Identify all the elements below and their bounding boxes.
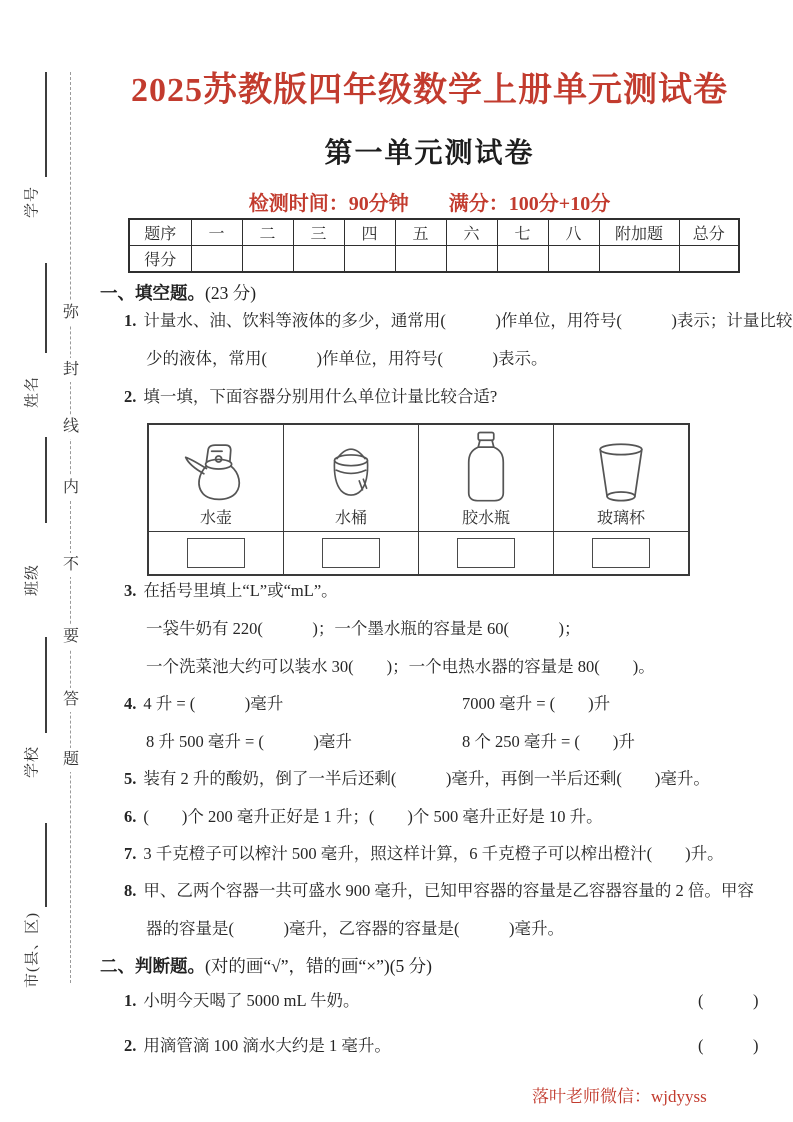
- question-text: 装有 2 升的酸奶，倒了一半后还剩( )毫升，再倒一半后还剩( )毫升。: [143, 769, 710, 788]
- glass-icon: [586, 439, 656, 505]
- question-6: [124, 807, 603, 828]
- kettle-icon: [177, 439, 255, 505]
- question-text: 4 升 = ( )毫升: [143, 694, 284, 713]
- container-answer-cell: [148, 532, 284, 576]
- seal-line-char: 不: [63, 553, 79, 577]
- margin-field-label: 姓名: [24, 375, 41, 409]
- score-row-label: 得分: [129, 246, 191, 273]
- score-header-cell: 八: [548, 219, 599, 246]
- question-number: 2.: [124, 1036, 137, 1055]
- question-4-left-1: [124, 694, 283, 715]
- margin-field-line: [45, 637, 47, 733]
- question-text: 一个洗菜池大约可以装水 30( )；一个电热水器的容量是 80( )。: [146, 657, 655, 676]
- question-number: 4.: [124, 694, 137, 713]
- margin-field-label: 学校: [24, 745, 41, 779]
- container-label: 胶水瓶: [461, 510, 510, 527]
- container-table: [147, 423, 690, 576]
- question-5: [124, 769, 710, 790]
- container-label: 玻璃杯: [596, 510, 645, 527]
- score-cell-empty: [497, 246, 548, 273]
- question-1-line-1: [124, 311, 792, 332]
- question-text: 8 个 250 毫升 = ( )升: [462, 732, 635, 751]
- exam-info: 检测时间：90分钟 满分：100分+10分: [248, 193, 611, 215]
- section2-heading-title: 二、判断题。: [100, 956, 205, 976]
- judge-item-2: [124, 1036, 760, 1057]
- answer-box: [457, 538, 515, 568]
- score-header-cell: 二: [242, 219, 293, 246]
- margin-field-line: [45, 72, 47, 177]
- score-table-header-row: [129, 219, 739, 246]
- score-cell-empty: [548, 246, 599, 273]
- question-8-line-2: [146, 919, 564, 940]
- question-text: 小明今天喝了 5000 mL 牛奶。: [143, 991, 360, 1010]
- margin-field-label: 市(县、区): [24, 912, 41, 988]
- container-image-row: [148, 424, 689, 532]
- question-text: 7000 毫升 = ( )升: [462, 694, 611, 713]
- question-text: 少的液体，常用( )作单位，用符号( )表示。: [146, 349, 548, 368]
- score-header-cell: 三: [293, 219, 344, 246]
- question-text: 计量水、油、饮料等液体的多少，通常用( )作单位，用符号( )表示；计量比较: [143, 311, 793, 330]
- seal-line-char: 封: [63, 358, 79, 382]
- question-2: [124, 387, 497, 408]
- question-1-line-2: [146, 349, 547, 370]
- footer-contact: 落叶老师微信：wjdyyss: [532, 1087, 707, 1106]
- question-3-sub-1: [146, 619, 580, 640]
- score-cell-empty: [679, 246, 739, 273]
- exam-subtitle: 第一单元测试卷: [324, 138, 535, 169]
- judge-answer-bracket: ( ): [698, 1036, 759, 1055]
- answer-box: [187, 538, 245, 568]
- container-cell-kettle: [148, 424, 284, 532]
- score-cell-empty: [242, 246, 293, 273]
- score-header-cell: 七: [497, 219, 548, 246]
- score-cell-empty: [446, 246, 497, 273]
- judge-answer-bracket: ( ): [698, 991, 759, 1010]
- score-table-score-row: [129, 246, 739, 273]
- question-number: 3.: [124, 581, 137, 600]
- question-7: [124, 844, 724, 865]
- container-cell-glue-bottle: [419, 424, 554, 532]
- score-cell-empty: [293, 246, 344, 273]
- container-answer-row: [148, 532, 689, 576]
- score-cell-empty: [344, 246, 395, 273]
- question-number: 1.: [124, 991, 137, 1010]
- seal-line-char: 要: [63, 625, 79, 649]
- score-header-cell: 四: [344, 219, 395, 246]
- glue-bottle-icon: [455, 429, 517, 505]
- question-4-right-2: [462, 732, 635, 753]
- question-4-right-1: [462, 694, 610, 715]
- answer-box: [322, 538, 380, 568]
- bucket-icon: [314, 437, 388, 505]
- answer-box: [592, 538, 650, 568]
- score-cell-empty: [599, 246, 679, 273]
- seal-line-char: 答: [63, 688, 79, 712]
- margin-field-label: 班级: [24, 563, 41, 597]
- score-header-cell: 题序: [129, 219, 191, 246]
- container-answer-cell: [284, 532, 419, 576]
- question-number: 5.: [124, 769, 137, 788]
- seal-line-char: 弥: [63, 301, 79, 325]
- section1-heading-title: 一、填空题。: [100, 283, 205, 303]
- score-header-cell: 五: [395, 219, 446, 246]
- question-3: [124, 581, 338, 602]
- question-8-line-1: [124, 881, 754, 902]
- question-number: 8.: [124, 881, 137, 900]
- question-text: 3 千克橙子可以榨汁 500 毫升，照这样计算，6 千克橙子可以榨出橙汁( )升。: [143, 844, 724, 863]
- section2-heading: [100, 953, 432, 978]
- question-text: 填一填，下面容器分别用什么单位计量比较合适?: [143, 387, 498, 406]
- question-text: 8 升 500 毫升 = ( )毫升: [146, 732, 352, 751]
- question-number: 7.: [124, 844, 137, 863]
- margin-field-line: [45, 823, 47, 907]
- question-text: 一袋牛奶有 220( )；一个墨水瓶的容量是 60( )；: [146, 619, 581, 638]
- margin-field-line: [45, 263, 47, 353]
- question-number: 2.: [124, 387, 137, 406]
- question-4-left-2: [146, 732, 352, 753]
- score-cell-empty: [191, 246, 242, 273]
- question-number: 6.: [124, 807, 137, 826]
- question-text: 器的容量是( )毫升，乙容器的容量是( )毫升。: [146, 919, 564, 938]
- margin-field-label: 学号: [24, 185, 41, 219]
- section1-heading-points: (23 分): [205, 283, 257, 303]
- page-title: 2025苏教版四年级数学上册单元测试卷: [131, 72, 728, 109]
- question-text: 用滴管滴 100 滴水大约是 1 毫升。: [143, 1036, 391, 1055]
- container-label: 水桶: [334, 510, 367, 527]
- score-header-cell: 六: [446, 219, 497, 246]
- question-3-sub-2: [146, 657, 655, 678]
- container-answer-cell: [419, 532, 554, 576]
- container-cell-glass: [554, 424, 690, 532]
- score-header-cell: 总分: [679, 219, 739, 246]
- judge-item-1: [124, 991, 760, 1012]
- question-text: 在括号里填上“L”或“mL”。: [143, 581, 338, 600]
- seal-line-char: 线: [63, 415, 79, 439]
- margin-field-line: [45, 437, 47, 523]
- seal-line-char: 内: [63, 476, 79, 500]
- question-text: ( )个 200 毫升正好是 1 升；( )个 500 毫升正好是 10 升。: [143, 807, 603, 826]
- seal-line-char: 题: [63, 748, 79, 772]
- container-answer-cell: [554, 532, 690, 576]
- score-table: [128, 218, 740, 273]
- seal-line: [70, 72, 71, 983]
- score-cell-empty: [395, 246, 446, 273]
- question-number: 1.: [124, 311, 137, 330]
- container-cell-bucket: [284, 424, 419, 532]
- question-text: 甲、乙两个容器一共可盛水 900 毫升，已知甲容器的容量是乙容器容量的 2 倍。甲容: [143, 881, 754, 900]
- section1-heading: [100, 280, 256, 305]
- score-header-cell: 附加题: [599, 219, 679, 246]
- score-header-cell: 一: [191, 219, 242, 246]
- container-label: 水壶: [199, 510, 232, 527]
- section2-heading-rest: (对的画“√”，错的画“×”)(5 分): [205, 956, 432, 976]
